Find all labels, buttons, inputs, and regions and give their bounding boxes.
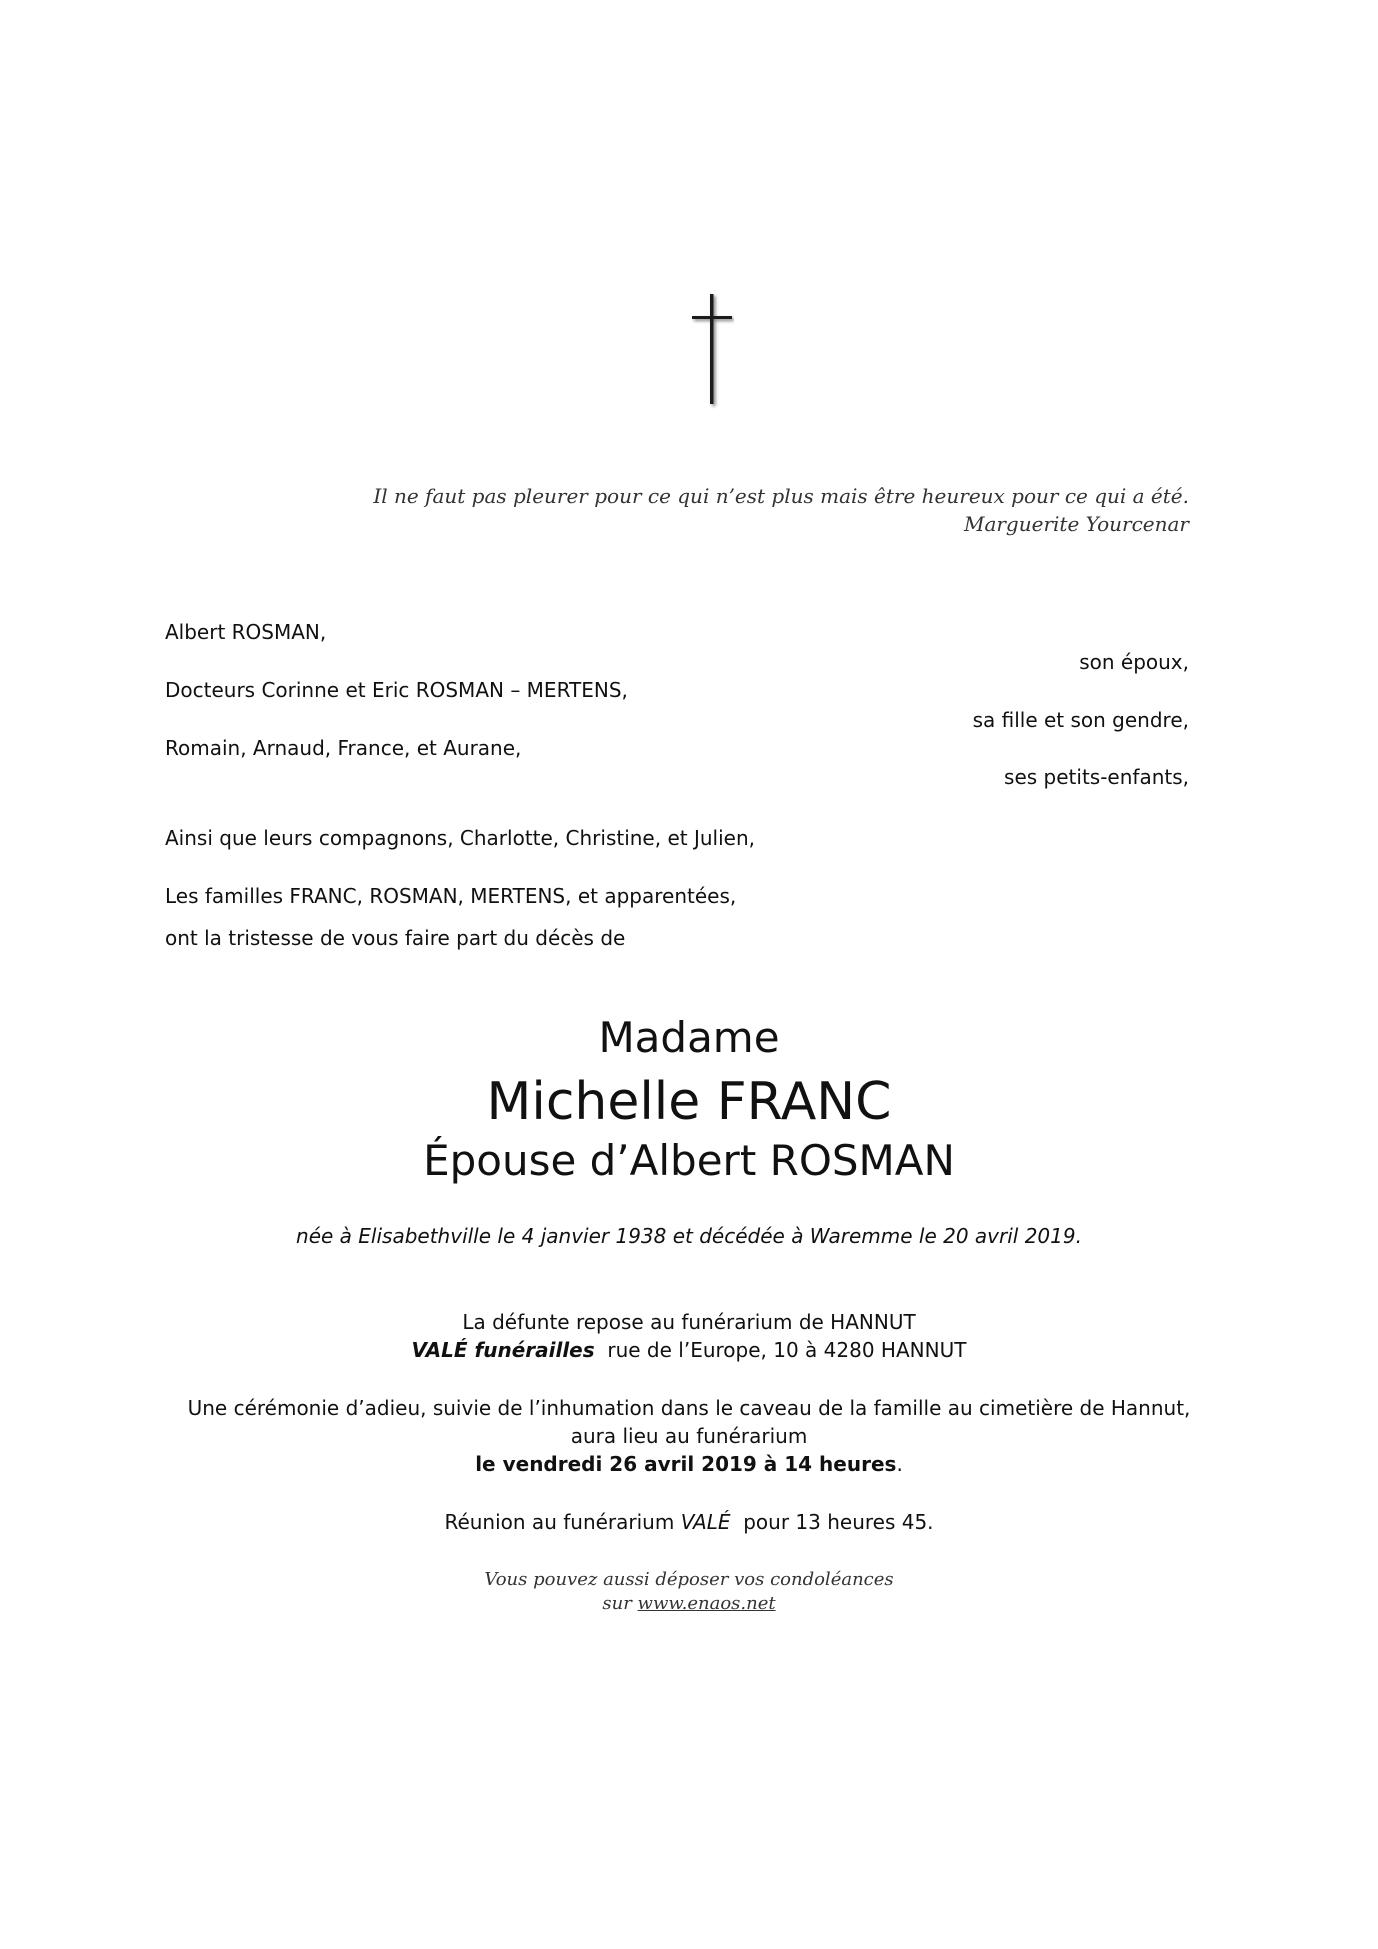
ceremony-date-line — [0, 1450, 1378, 1478]
quote-text: Il ne faut pas pleurer pour ce qui n’est plus mais être heureux pour ce qui a été. — [373, 484, 1189, 508]
funeral-address-line — [0, 1336, 1378, 1364]
ceremony-date-end: . — [896, 1452, 903, 1476]
family-member-spouse: Albert ROSMAN, — [165, 620, 327, 644]
funeral-company: VALÉ funérailles — [411, 1338, 595, 1362]
funeral-address: rue de l’Europe, 10 à 4280 HANNUT — [607, 1338, 967, 1362]
family-member-children: Docteurs Corinne et Eric ROSMAN – MERTENS, — [165, 678, 628, 702]
deceased-name: Michelle FRANC — [486, 1072, 892, 1132]
relation-spouse: son époux, — [1079, 650, 1189, 674]
epigraph-quote — [300, 482, 1189, 538]
reunion-line — [0, 1508, 1378, 1536]
cross-icon — [690, 292, 734, 410]
condolences-line-1: Vous pouvez aussi déposer vos condoléances — [484, 1569, 894, 1590]
ceremony-line-1: Une cérémonie d’adieu, suivie de l’inhumation dans le caveau de la famille au cimetière de Hannut, — [187, 1396, 1191, 1420]
family-relatives: Les familles FRANC, ROSMAN, MERTENS, et apparentées, — [165, 884, 737, 908]
family-member-grandchildren: Romain, Arnaud, France, et Aurane, — [165, 736, 522, 760]
condolences-line-2 — [0, 1592, 1378, 1616]
reunion-prefix: Réunion au funérarium — [444, 1510, 675, 1534]
family-companions: Ainsi que leurs compagnons, Charlotte, Christine, et Julien, — [165, 826, 755, 850]
announcement-text: ont la tristesse de vous faire part du décès de — [165, 926, 626, 950]
quote-author: Marguerite Yourcenar — [963, 512, 1189, 536]
deceased-title: Madame — [598, 1013, 780, 1062]
ceremony-date: le vendredi 26 avril 2019 à 14 heures — [475, 1452, 897, 1476]
funeral-repose: La défunte repose au funérarium de HANNUT — [462, 1310, 916, 1334]
reunion-place: VALÉ — [680, 1510, 731, 1534]
ceremony-line-2: aura lieu au funérarium — [570, 1424, 808, 1448]
reunion-suffix: pour 13 heures 45. — [743, 1510, 934, 1534]
deceased-spouse: Épouse d’Albert ROSMAN — [423, 1136, 955, 1185]
relation-grandchildren: ses petits-enfants, — [1004, 765, 1189, 789]
condolences-link[interactable]: www.enaos.net — [637, 1593, 776, 1614]
deceased-dates: née à Elisabethville le 4 janvier 1938 et décédée à Waremme le 20 avril 2019. — [296, 1224, 1082, 1248]
condolences-prefix: sur — [602, 1593, 632, 1614]
relation-children: sa fille et son gendre, — [972, 708, 1189, 732]
